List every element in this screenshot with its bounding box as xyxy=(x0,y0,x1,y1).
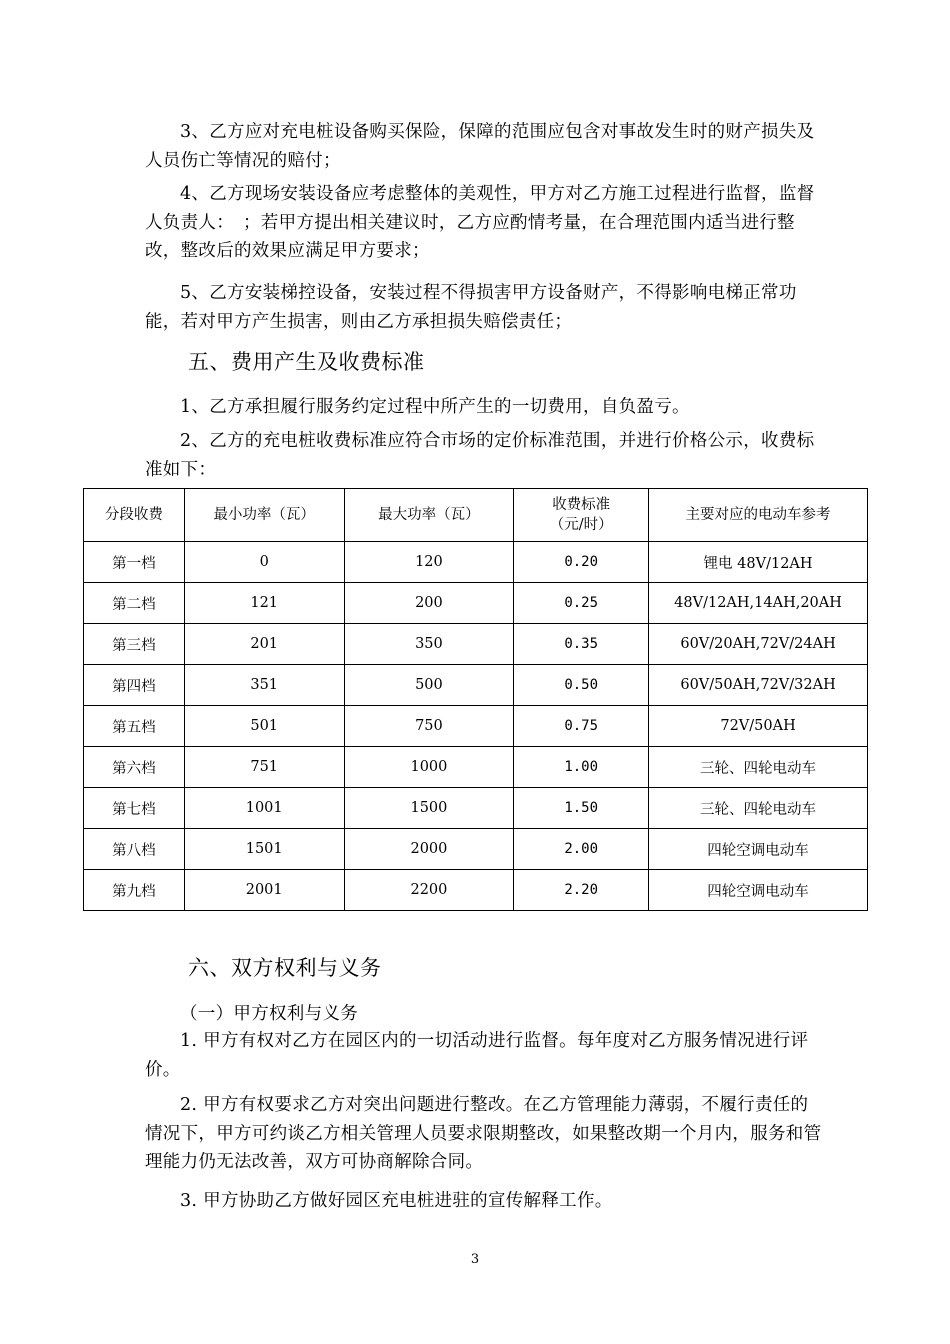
cell-min-power: 2001 xyxy=(184,870,344,911)
header-rate-unit: （元/时） xyxy=(549,517,613,533)
header-min-power: 最小功率（瓦） xyxy=(184,489,344,542)
cell-min-power: 1001 xyxy=(184,788,344,829)
cell-vehicle-ref: 锂电 48V/12AH xyxy=(649,542,868,583)
clause-6-2: 2. 甲方有权要求乙方对突出问题进行整改。在乙方管理能力薄弱，不履行责任的情况下，甲方可约谈乙方相关管理人员要求限期整改，如果整改期一个月内，服务和管理能力仍无法改善，双方可协商解除合同。 xyxy=(145,1095,822,1172)
cell-tier: 第二档 xyxy=(84,583,185,624)
clause-4-5: 5、乙方安装梯控设备，安装过程不得损害甲方设备财产，不得影响电梯正常功能，若对甲方产生损害，则由乙方承担损失赔偿责任； xyxy=(145,283,797,332)
cell-vehicle-ref: 四轮空调电动车 xyxy=(649,870,868,911)
cell-rate: 1.50 xyxy=(514,788,649,829)
table-row xyxy=(84,788,868,829)
cell-max-power: 120 xyxy=(344,542,514,583)
cell-min-power: 121 xyxy=(184,583,344,624)
cell-min-power: 351 xyxy=(184,665,344,706)
table-row xyxy=(84,870,868,911)
cell-max-power: 500 xyxy=(344,665,514,706)
cell-rate: 0.75 xyxy=(514,706,649,747)
cell-vehicle-ref: 72V/50AH xyxy=(649,706,868,747)
cell-rate: 0.20 xyxy=(514,542,649,583)
cell-tier: 第一档 xyxy=(84,542,185,583)
clause-5-2: 2、乙方的充电桩收费标准应符合市场的定价标准范围，并进行价格公示，收费标准如下： xyxy=(145,431,815,480)
table-row xyxy=(84,542,868,583)
section-6-heading: 六、双方权利与义务 xyxy=(188,956,382,980)
clause-6-1: 1. 甲方有权对乙方在园区内的一切活动进行监督。每年度对乙方服务情况进行评价。 xyxy=(145,1031,809,1080)
cell-max-power: 750 xyxy=(344,706,514,747)
cell-max-power: 350 xyxy=(344,624,514,665)
cell-rate: 0.35 xyxy=(514,624,649,665)
header-max-power: 最大功率（瓦） xyxy=(344,489,514,542)
table-row xyxy=(84,624,868,665)
cell-vehicle-ref: 60V/50AH,72V/32AH xyxy=(649,665,868,706)
cell-min-power: 0 xyxy=(184,542,344,583)
cell-tier: 第八档 xyxy=(84,829,185,870)
cell-rate: 0.25 xyxy=(514,583,649,624)
cell-tier: 第九档 xyxy=(84,870,185,911)
clause-4-3: 3、乙方应对充电桩设备购买保险，保障的范围应包含对事故发生时的财产损失及人员伤亡等情况的赔付； xyxy=(145,122,815,171)
cell-min-power: 751 xyxy=(184,747,344,788)
cell-tier: 第七档 xyxy=(84,788,185,829)
cell-rate: 2.00 xyxy=(514,829,649,870)
table-row xyxy=(84,706,868,747)
header-vehicle-ref: 主要对应的电动车参考 xyxy=(649,489,868,542)
cell-max-power: 1500 xyxy=(344,788,514,829)
clause-6-3: 3. 甲方协助乙方做好园区充电桩进驻的宣传解释工作。 xyxy=(180,1191,613,1211)
cell-vehicle-ref: 48V/12AH,14AH,20AH xyxy=(649,583,868,624)
cell-rate: 0.50 xyxy=(514,665,649,706)
cell-vehicle-ref: 60V/20AH,72V/24AH xyxy=(649,624,868,665)
page-number: 3 xyxy=(470,1252,480,1267)
section-6-subheading: （一）甲方权利与义务 xyxy=(180,1004,358,1024)
cell-min-power: 201 xyxy=(184,624,344,665)
table-row xyxy=(84,747,868,788)
header-rate xyxy=(514,489,649,542)
cell-max-power: 2000 xyxy=(344,829,514,870)
header-tier: 分段收费 xyxy=(84,489,185,542)
table-row xyxy=(84,665,868,706)
cell-max-power: 1000 xyxy=(344,747,514,788)
cell-vehicle-ref: 三轮、四轮电动车 xyxy=(649,747,868,788)
cell-tier: 第五档 xyxy=(84,706,185,747)
fee-table xyxy=(83,488,868,911)
clause-5-1: 1、乙方承担履行服务约定过程中所产生的一切费用，自负盈亏。 xyxy=(180,397,690,417)
cell-tier: 第六档 xyxy=(84,747,185,788)
section-5-heading: 五、费用产生及收费标准 xyxy=(188,350,425,374)
clause-4-4: 4、乙方现场安装设备应考虑整体的美观性，甲方对乙方施工过程进行监督，监督人负责人： ；若甲方提出相关建议时，乙方应酌情考量，在合理范围内适当进行整改，整改后的效果应满足甲方要求； xyxy=(145,184,815,261)
cell-rate: 2.20 xyxy=(514,870,649,911)
cell-min-power: 501 xyxy=(184,706,344,747)
table-row xyxy=(84,829,868,870)
cell-tier: 第四档 xyxy=(84,665,185,706)
cell-tier: 第三档 xyxy=(84,624,185,665)
cell-max-power: 200 xyxy=(344,583,514,624)
cell-rate: 1.00 xyxy=(514,747,649,788)
cell-vehicle-ref: 三轮、四轮电动车 xyxy=(649,788,868,829)
cell-min-power: 1501 xyxy=(184,829,344,870)
fee-table-header-row xyxy=(84,489,868,542)
cell-max-power: 2200 xyxy=(344,870,514,911)
header-rate-title: 收费标准 xyxy=(552,497,611,513)
cell-vehicle-ref: 四轮空调电动车 xyxy=(649,829,868,870)
table-row xyxy=(84,583,868,624)
